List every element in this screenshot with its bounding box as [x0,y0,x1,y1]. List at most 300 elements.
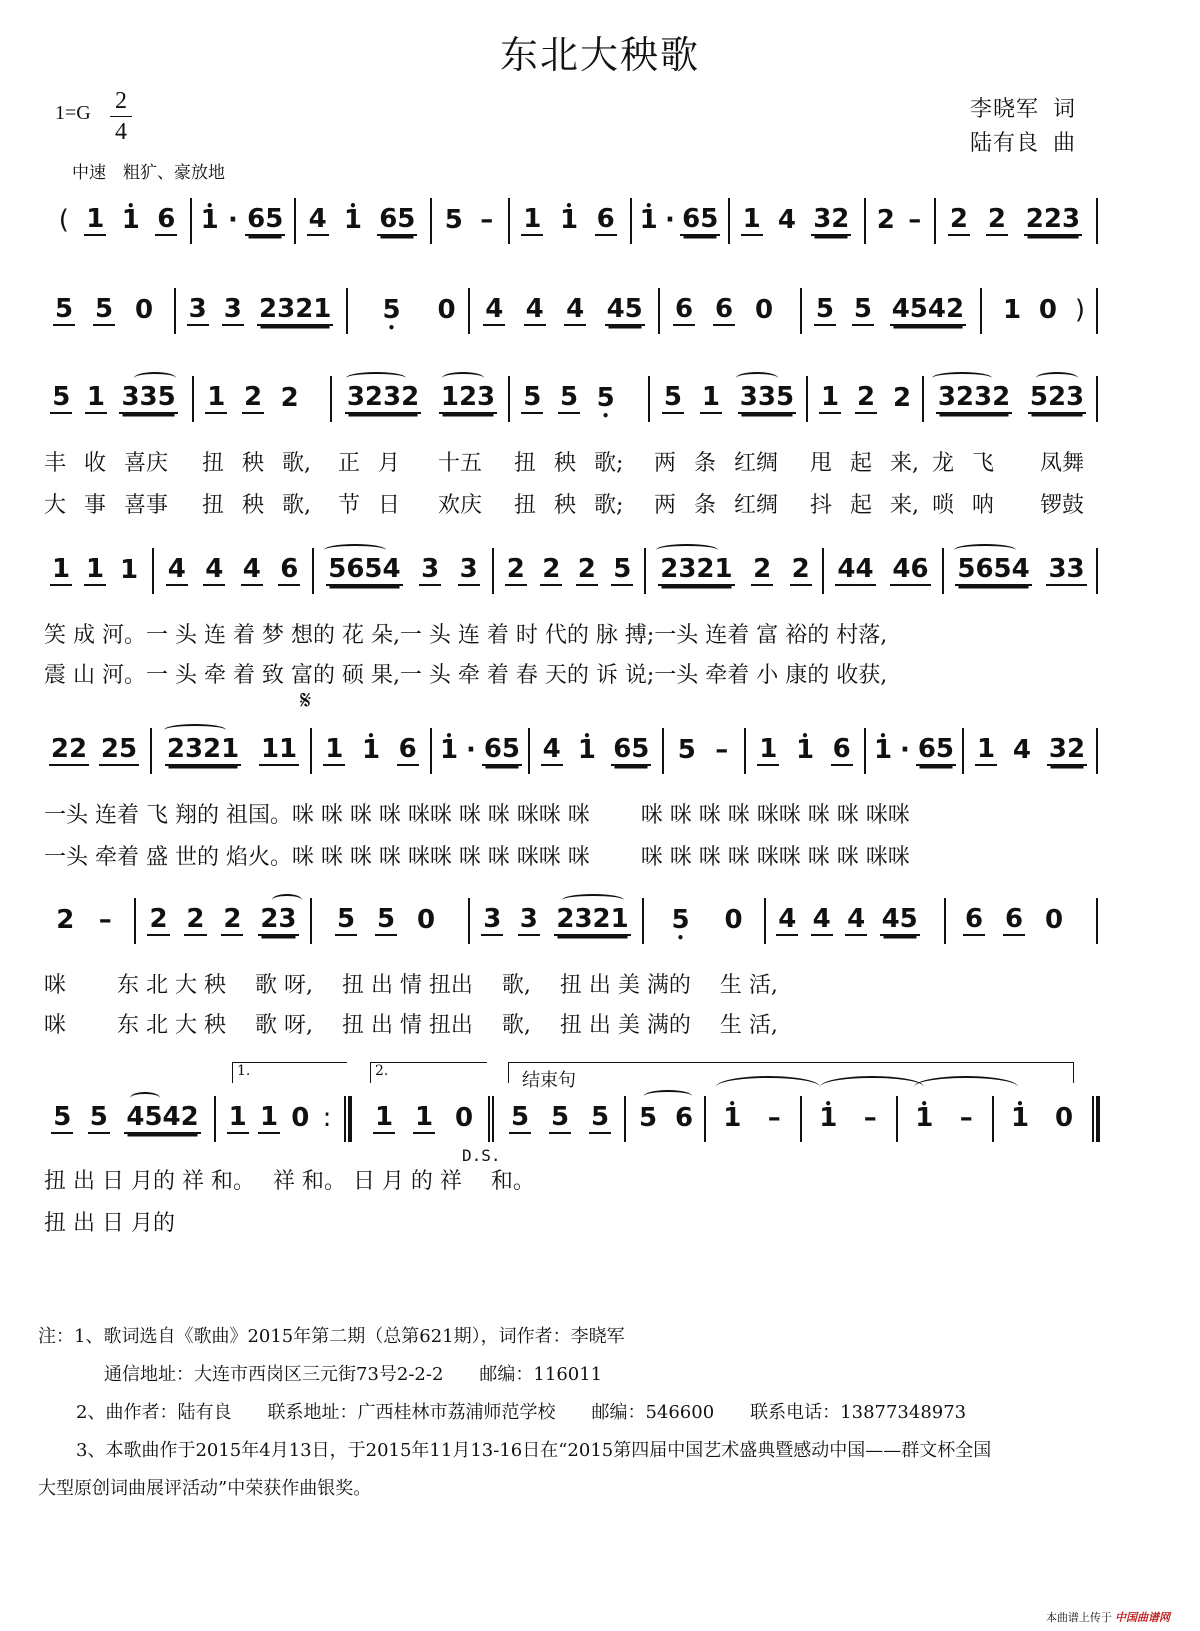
measure [436,730,524,770]
measure [300,200,424,240]
lyric: 歌, [282,493,311,518]
barline [962,728,964,774]
dal-segno: D.S. [462,1146,501,1165]
slur [134,372,176,384]
note-1: 注：1、歌词选自《歌曲》2015年第二期（总第621期），词作者：李晓军 [38,1326,625,1347]
lyric: 正 [338,451,361,476]
note: 6 [964,904,984,934]
measure [828,550,938,590]
note: 4 [242,554,261,584]
barline [430,198,432,244]
staff-system-6 [44,898,1154,950]
barline [644,548,646,594]
barline [192,376,194,422]
measure [44,290,164,330]
measure [954,900,1074,940]
lyric: 两 [654,493,677,518]
note: 6 [280,554,299,584]
barline [1096,376,1098,422]
measure [514,378,624,418]
measure [158,550,308,590]
slur [130,1092,160,1104]
measure [44,730,144,770]
note-group: 335 [739,382,795,412]
staff-system-1 [44,198,1154,250]
measure [668,730,738,770]
lyric: 大 [44,493,67,518]
lyric: 凤舞 [1040,451,1085,476]
song-title: 东北大秧歌 [499,33,700,77]
lyric: 十五 [438,451,483,476]
note: 2 [892,383,912,413]
note-3-continued: 大型原创词曲展评活动”中荣获作曲银奖。 [38,1478,372,1499]
slur [932,372,992,384]
barline [150,728,152,774]
note: 2 [223,904,242,934]
note: 1 [374,1102,394,1132]
note-group: 11 [260,734,298,764]
note: 5 [523,382,542,412]
note: • 1 [438,735,460,765]
lyric: 条 [694,451,717,476]
note: 4 [847,904,866,934]
lyric: 秧 [554,451,577,476]
barline [728,198,730,244]
note: • 1 [721,1103,743,1133]
note: 0 [1054,1103,1074,1133]
measure [664,290,784,330]
note: 5 [559,382,579,412]
note-group: 3232 [937,382,1011,412]
barline [934,198,936,244]
note: 5 [663,382,683,412]
barline [508,376,510,422]
note-2: 2、曲作者：陆有良 联系地址：广西桂林市荔浦师范学校 邮编：546600 联系电话：13877348973 [76,1402,967,1423]
note-group: 32 [1048,734,1086,764]
note: 5 [853,294,872,324]
note: 1 [325,734,344,764]
barline [1096,288,1098,334]
note: 2 [243,382,263,412]
note: 4 [308,204,327,234]
measure [928,378,1094,418]
slur [736,372,778,384]
note: 2 [987,204,1006,234]
barline [944,898,946,944]
measure [326,900,446,940]
note: 3 [421,554,440,584]
dot: · [227,205,238,235]
measure [654,378,804,418]
tie [914,1076,1018,1098]
slur [324,544,386,556]
slur [346,372,406,384]
note: 6 [674,294,694,324]
note: 1 [759,734,778,764]
footer-text: 本曲谱上传于 [1045,1612,1112,1624]
measure [44,550,146,590]
note: 5 [638,1103,658,1133]
measure [196,200,288,240]
note: 1 [85,554,105,584]
measure [650,550,820,590]
measure [812,378,920,418]
tie [820,1076,924,1098]
barline [190,198,192,244]
barline [528,728,530,774]
measure [436,200,502,240]
lyric: 秧 [554,493,577,518]
note: 1 [820,382,840,412]
note: 5 [510,1102,530,1132]
dash: – [908,205,922,235]
lyric: 红绸 [734,493,779,518]
note-group: 65 [613,734,650,764]
note: • 1 [794,735,816,765]
lyrics-verse-2-line-7: 扭 出 日 月的 [44,1211,175,1236]
barline [294,198,296,244]
note: 4 [205,554,224,584]
note: • 1 [872,735,894,765]
note: 4 [566,294,585,324]
note: 5 [677,735,696,765]
dot: · [900,735,910,765]
barline [1096,548,1098,594]
note-group: 5654 [957,554,1030,584]
dot: · [466,735,476,765]
note: 3 [188,294,207,324]
lyrics-verse-1-line-4: 笑 成 河。一 头 连 着 梦 想的 花 朵,一 头 连 着 时 代的 脉 搏;一头 连着 富 裕的 村落, [44,623,888,648]
measure [44,1098,208,1138]
note: 1 [119,555,139,585]
note: 0 [416,905,436,935]
measure [902,1098,986,1138]
composer-role: 曲 [1053,131,1077,156]
repeat-dots: : [322,1103,332,1133]
lyric: 喜事 [124,493,169,518]
barline [648,376,650,422]
tempo-marking: 中速 粗犷、豪放地 [72,163,225,183]
note: 0 [437,295,456,325]
barline [468,288,470,334]
upload-footer [1046,1609,1170,1625]
note: 6 [398,734,417,764]
lyric: 起 [850,493,873,518]
dash: – [863,1103,877,1133]
barline [896,1096,898,1142]
slur [272,894,302,906]
slur [954,544,1016,556]
note-group: 32 [813,204,850,234]
measure [364,290,474,330]
lyric: 抖 [810,493,833,518]
note: 1 [742,204,761,234]
barline [152,548,154,594]
note: 3 [483,904,502,934]
measure [870,200,928,240]
note: • 1 [558,205,580,235]
measure [654,900,760,940]
note-group: 3232 [346,382,420,412]
note: 5 • [595,383,617,413]
barline [992,1096,994,1142]
barline [942,548,944,594]
note: • 1 [1009,1103,1031,1133]
staff-system-3 [44,376,1154,428]
slur [164,724,226,736]
time-signature [110,86,132,147]
dash: – [98,905,112,935]
note: 6 [674,1103,694,1133]
measure [318,550,488,590]
lyric: 歌; [594,451,624,476]
note-3: 3、本歌曲作于2015年4月13日，于2015年11月13-16日在“2015第四届中国艺术盛典暨感动中国——群文杯全国 [76,1440,992,1461]
lyric: 歌; [594,493,624,518]
staff-system-7 [44,1096,1154,1148]
barline [214,1096,216,1142]
note: 4 [167,554,186,584]
lyric: 月 [378,451,401,476]
measure [474,900,638,940]
note-group: 45 [881,904,918,934]
key-signature: 1=G [55,102,91,124]
note: 5 [550,1102,570,1132]
note: 3 [519,904,538,934]
measure [50,200,184,240]
close-paren: ) [1074,295,1086,325]
lyric: 喜庆 [124,451,169,476]
slur [442,372,484,384]
note: 3 [223,294,242,324]
barline [310,898,312,944]
lyric: 事 [84,493,107,518]
staff-system-2 [44,288,1154,340]
note: 6 [157,204,176,234]
time-signature-bottom: 4 [115,119,127,145]
slur [1036,372,1078,384]
note: 2 [56,905,75,935]
barline [174,288,176,334]
note-group: 2321 [166,734,240,764]
barline [430,728,432,774]
note-group: 4542 [891,294,965,324]
lyricist-credit [970,92,1076,123]
note: 5 [613,554,632,584]
lyric: 来, [890,493,919,518]
slur [644,1090,692,1102]
measure [364,1098,484,1138]
note: 5 [376,904,396,934]
segno-sign: 𝄋 [300,686,312,716]
barline [312,548,314,594]
note: 0 [1044,905,1064,935]
barline [642,898,644,944]
measure [994,290,1094,330]
note: 5 [336,904,356,934]
repeat-barline [344,1096,352,1142]
staff-system-4 [44,548,1154,600]
note: 0 [754,295,774,325]
note: • 1 [913,1103,935,1133]
note: • 1 [120,205,142,235]
barline [1096,898,1098,944]
lyric: 起 [850,451,873,476]
note: 5 [54,294,74,324]
note: 0 [291,1103,310,1133]
lyric: 歌, [282,451,311,476]
measure [156,730,308,770]
staff-system-5 [44,728,1154,780]
time-signature-top: 2 [110,86,132,117]
measure [630,1098,702,1138]
note: 2 [791,554,810,584]
note: • 1 [817,1103,839,1133]
measure [180,290,340,330]
barline [630,198,632,244]
note-group: 25 [100,734,138,764]
note: 2 [577,554,596,584]
barline [764,898,766,944]
note: 1 [259,1102,279,1132]
note: 1 [228,1102,247,1132]
measure [498,550,640,590]
measure [968,730,1094,770]
barline [980,288,982,334]
dash: – [767,1103,781,1133]
note-group: 2321 [259,294,332,324]
lyrics-verse-2-line-4: 震 山 河。一 头 牵 着 致 富的 硕 果,一 头 牵 着 春 天的 诉 说;一头 牵着 小 康的 收获, [44,663,888,688]
lyric: 呐 [972,493,995,518]
barline [800,288,802,334]
lyric: 条 [694,493,717,518]
ending-label: 结束句 [522,1070,576,1091]
site-logo[interactable]: 中国曲谱网 [1115,1612,1170,1624]
note: 1 [414,1102,434,1132]
note: 2 [149,904,168,934]
note: 2 [186,904,205,934]
note: 4 [485,294,504,324]
measure [940,200,1090,240]
barline [658,288,660,334]
note: 6 [832,734,851,764]
composer-credit [970,126,1076,157]
measure [316,730,426,770]
note: 5 [52,382,71,412]
note-group: 33 [1048,554,1085,584]
note: 0 [724,905,743,935]
note: 4 [812,904,831,934]
measure [534,730,658,770]
volta-first-ending: 1. [232,1062,347,1083]
note-group: 123 [440,382,496,412]
note: 5 [444,205,463,235]
note-group: 2321 [556,904,629,934]
open-paren: ( [58,205,69,235]
note-group: 65 [379,204,416,234]
note-group: 65 [483,734,521,764]
note-group: 523 [1029,382,1085,412]
lyric: 秧 [242,493,265,518]
barline [1096,728,1098,774]
note: • 1 [360,735,382,765]
lyrics-verse-1-line-7: 扭 出 日 月的 祥 和。 祥 和。 日 月 的 祥 和。 [44,1169,535,1194]
barline [922,376,924,422]
lyrics-verse-2-line-6: 咪 东 北 大 秧 歌 呀, 扭 出 情 扭出 歌, 扭 出 美 满的 生 活, [44,1013,778,1038]
dash: – [480,205,494,235]
final-barline [1092,1096,1100,1142]
note: 5 • [380,295,402,325]
lyric: 飞 [972,451,995,476]
note-group: 46 [892,554,929,584]
note: 0 [454,1103,474,1133]
note: 1 [86,204,105,234]
lyric: 来, [890,451,919,476]
measure [870,730,958,770]
note-group: 45 [606,294,643,324]
note: 4 [525,294,544,324]
barline [822,548,824,594]
barline [662,728,664,774]
note: 2 [280,383,299,413]
note: 5 [89,1102,108,1132]
measure [140,900,306,940]
note: 3 [459,554,478,584]
tie [716,1076,820,1098]
volta-second-ending: 2. [370,1062,487,1083]
measure [474,290,654,330]
lyric: 锣鼓 [1040,493,1085,518]
note-1-address: 通信地址：大连市西岗区三元街73号2-2-2 邮编：116011 [104,1364,603,1385]
barline [1096,198,1098,244]
measure [500,1098,620,1138]
measure [806,290,974,330]
dash: – [715,735,729,765]
barline [864,198,866,244]
lyric: 收 [84,451,107,476]
note: 5 • [669,905,691,935]
lyric: 扭 [514,451,537,476]
note: 0 [1038,295,1057,325]
barline [800,1096,802,1142]
measure [770,900,926,940]
dot: · [664,205,675,235]
lyric: 扭 [202,493,225,518]
lyric: 秧 [242,451,265,476]
lyric: 扭 [202,451,225,476]
lyric: 红绸 [734,451,779,476]
measure [750,730,860,770]
measure [734,200,858,240]
barline [624,1096,626,1142]
measure [636,200,722,240]
note: 6 [1004,904,1024,934]
note: 4 [778,904,797,934]
lyric: 两 [654,451,677,476]
note: 2 [506,554,525,584]
note: 1 [523,204,542,234]
note: • 1 [576,735,598,765]
note: 5 [815,294,834,324]
barline [468,898,470,944]
measure [336,378,506,418]
barline [310,728,312,774]
note-group: 22 [50,734,88,764]
barline [508,198,510,244]
lyric: 欢庆 [438,493,483,518]
barline [346,288,348,334]
measure [44,900,124,940]
lyric: 日 [378,493,401,518]
